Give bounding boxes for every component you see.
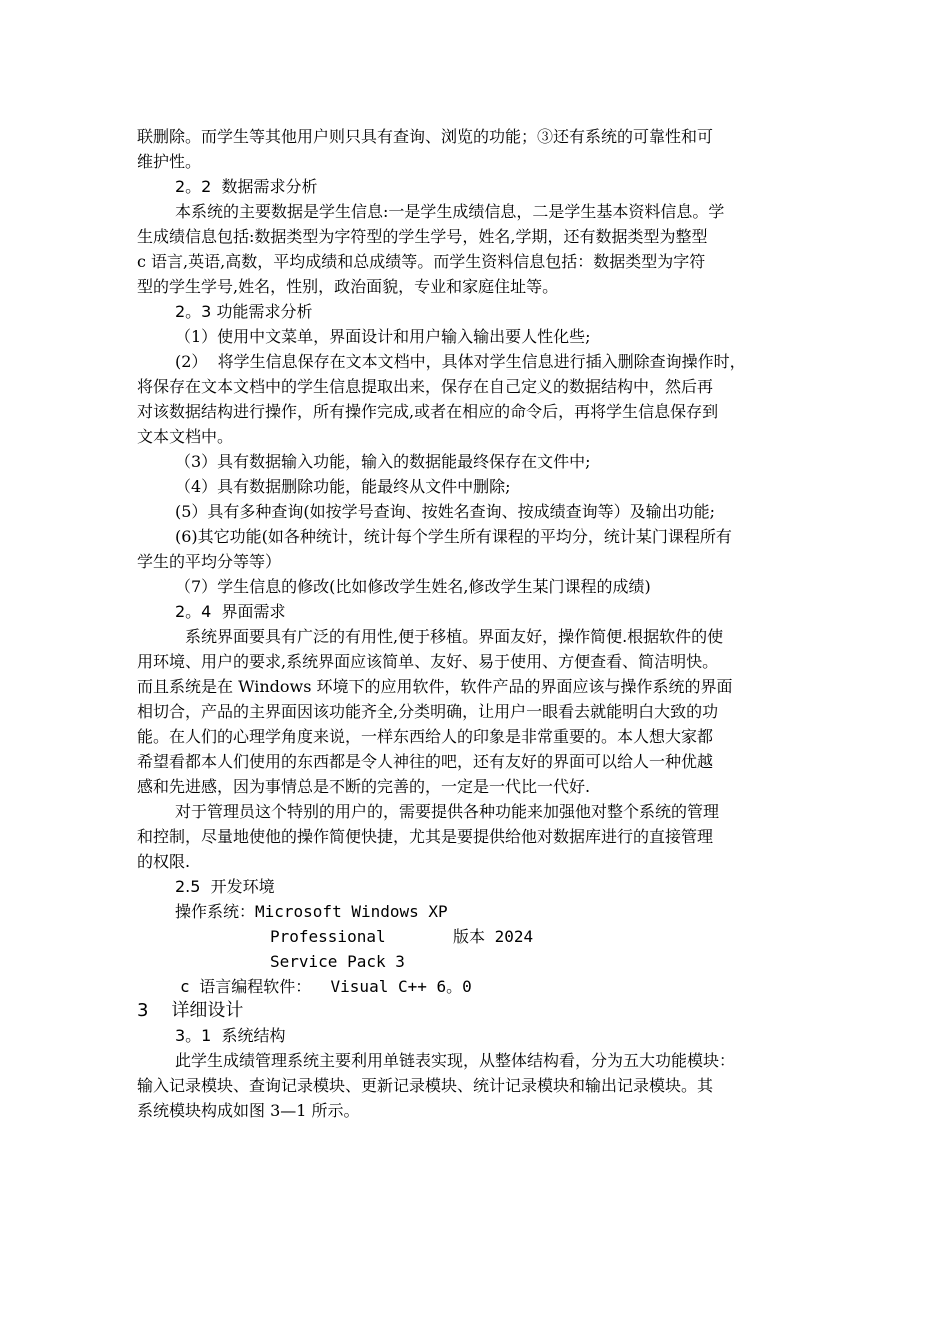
- section-heading-3-1: 3。1 系统结构: [175, 1026, 286, 1045]
- section-heading-2-3: 2。3 功能需求分析: [175, 302, 313, 321]
- text-line: 能。在人们的心理学角度来说，一样东西给人的印象是非常重要的。本人想大家都: [137, 727, 714, 746]
- text-line: 文本文档中。: [137, 427, 234, 446]
- text-line: 输入记录模块、查询记录模块、更新记录模块、统计记录模块和输出记录模块。其: [137, 1076, 714, 1095]
- text-line: 系统模块构成如图 3—1 所示。: [137, 1101, 360, 1120]
- text-line: 此学生成绩管理系统主要利用单链表实现，从整体结构看，分为五大功能模块：: [175, 1051, 736, 1070]
- text-line: （3）具有数据输入功能，输入的数据能最终保存在文件中;: [175, 452, 591, 471]
- text-line: 联删除。而学生等其他用户则只具有查询、浏览的功能；③还有系统的可靠性和可: [137, 127, 714, 146]
- text-line: 生成绩信息包括:数据类型为字符型的学生学号，姓名,学期，还有数据类型为整型: [137, 227, 708, 246]
- text-line: 相切合，产品的主界面因该功能齐全,分类明确，让用户一眼看去就能明白大致的功: [137, 702, 719, 721]
- text-line: (2） 将学生信息保存在文本文档中，具体对学生信息进行插入删除查询操作时，: [175, 352, 746, 371]
- text-line: 而且系统是在 Windows 环境下的应用软件，软件产品的界面应该与操作系统的界面: [137, 677, 733, 696]
- text-line: 感和先进感，因为事情总是不断的完善的，一定是一代比一代好.: [137, 777, 591, 796]
- text-line: Service Pack 3: [270, 952, 405, 971]
- text-line: c 语言,英语,高数，平均成绩和总成绩等。而学生资料信息包括：数据类型为字符: [137, 252, 706, 271]
- text-line: c 语言编程软件： Visual C++ 6。0: [180, 977, 472, 996]
- chapter-heading-3: 3 详细设计: [137, 1000, 244, 1021]
- text-line: 维护性。: [137, 152, 202, 171]
- text-line: (5）具有多种查询(如按学号查询、按姓名查询、按成绩查询等）及输出功能;: [175, 502, 716, 521]
- section-heading-2-2: 2。2 数据需求分析: [175, 177, 318, 196]
- text-line: 的权限.: [137, 852, 191, 871]
- text-line: 本系统的主要数据是学生信息:一是学生成绩信息，二是学生基本资料信息。学: [175, 202, 725, 221]
- text-line: （4）具有数据删除功能，能最终从文件中删除;: [175, 477, 511, 496]
- text-line: 型的学生学号,姓名，性别，政治面貌，专业和家庭住址等。: [137, 277, 559, 296]
- text-line: 用环境、用户的要求,系统界面应该简单、友好、易于使用、方便查看、简洁明快。: [137, 652, 719, 671]
- text-line: 和控制，尽量地使他的操作简便快捷，尤其是要提供给他对数据库进行的直接管理: [137, 827, 714, 846]
- text-line: 希望看都本人们使用的东西都是令人神往的吧，还有友好的界面可以给人一种优越: [137, 752, 714, 771]
- section-heading-2-4: 2。4 界面需求: [175, 602, 286, 621]
- text-line: 系统界面要具有广泛的有用性,便于移植。界面友好，操作简便.根据软件的使: [185, 627, 724, 646]
- text-line: 学生的平均分等等）: [137, 552, 282, 571]
- text-line: （1）使用中文菜单，界面设计和用户输入输出要人性化些;: [175, 327, 591, 346]
- text-line: Professional 版本 2024: [270, 927, 534, 946]
- text-line: （7）学生信息的修改(比如修改学生姓名,修改学生某门课程的成绩): [175, 577, 651, 596]
- text-line: 对该数据结构进行操作，所有操作完成,或者在相应的命令后，再将学生信息保存到: [137, 402, 719, 421]
- section-heading-2-5: 2.5 开发环境: [175, 877, 275, 896]
- text-line: 将保存在文本文档中的学生信息提取出来，保存在自己定义的数据结构中，然后再: [137, 377, 714, 396]
- text-line: 对于管理员这个特别的用户的，需要提供各种功能来加强他对整个系统的管理: [175, 802, 720, 821]
- text-line: 操作系统：Microsoft Windows XP: [175, 902, 448, 921]
- text-line: (6)其它功能(如各种统计，统计每个学生所有课程的平均分，统计某门课程所有: [175, 527, 732, 546]
